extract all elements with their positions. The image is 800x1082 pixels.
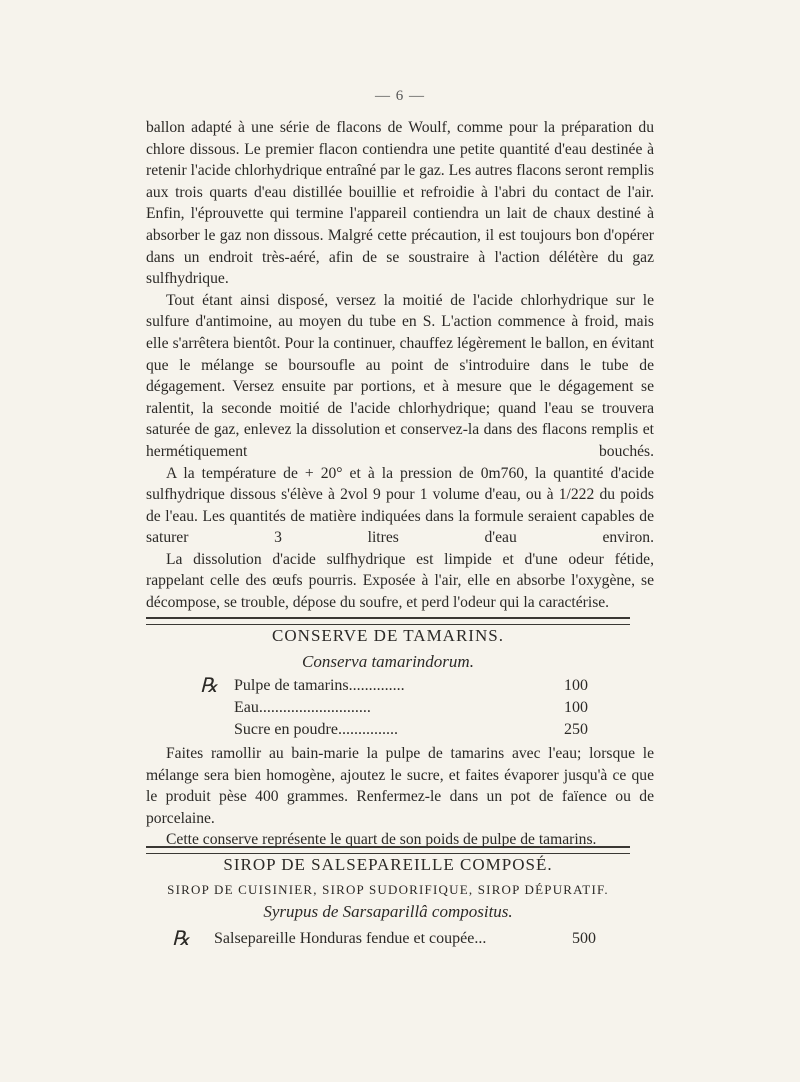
ingredient-name: Pulpe de tamarins.............. bbox=[234, 677, 405, 694]
intro-paragraph-4: La dissolution d'acide sulfhydrique est limpide et d'une odeur fétide, rappelant celle des œufs pourris. Exposée à l'air, elle en absorbe l'oxygène, se décompose, se trouble, dépose du soufre, et perd l'odeur qui la caractérise. bbox=[146, 550, 654, 612]
ingredient-row bbox=[200, 699, 600, 721]
ingredient-quantity: 100 bbox=[564, 699, 588, 716]
tamarins-latin-title: Conserva tamarindorum. bbox=[302, 652, 474, 671]
sirop-title: SIROP DE SALSEPAREILLE COMPOSÉ. bbox=[223, 855, 553, 874]
ingredient-name: Eau............................ bbox=[234, 699, 371, 716]
ingredient-name: Sucre en poudre............... bbox=[234, 721, 398, 738]
ingredient-row bbox=[172, 930, 604, 952]
tamarins-paragraph-1: Faites ramollir au bain-marie la pulpe de tamarins avec l'eau; lorsque le mélange sera bien homogène, ajoutez le sucre, et faites évaporer jusqu'à ce que le produit pèse 400 grammes. Renfermez-le dans un pot de faïence ou de porcelaine. bbox=[146, 745, 654, 827]
recipe-symbol-icon: ℞ bbox=[200, 675, 218, 697]
ingredient-row bbox=[200, 677, 600, 699]
ingredient-quantity: 100 bbox=[564, 677, 588, 694]
section-divider bbox=[146, 846, 630, 854]
sirop-latin-title: Syrupus de Sarsaparillâ compositus. bbox=[263, 902, 513, 921]
ingredient-row bbox=[200, 721, 600, 743]
intro-text bbox=[146, 117, 654, 614]
tamarins-title: CONSERVE DE TAMARINS. bbox=[272, 626, 504, 645]
tamarins-paragraph-2: Cette conserve représente le quart de son poids de pulpe de tamarins. bbox=[166, 831, 597, 849]
page-number: — 6 — bbox=[375, 88, 425, 104]
ingredient-name: Salsepareille Honduras fendue et coupée... bbox=[214, 930, 487, 947]
intro-paragraph-3: A la température de + 20° et à la pression de 0m760, la quantité d'acide sulfhydrique dissous s'élève à 2vol 9 pour 1 volume d'eau, ou à 1/222 du poids de l'eau. Les quantités de matière indiquées dans la formule seraient capables de saturer 3 litres d'eau environ. bbox=[146, 464, 654, 547]
ingredient-quantity: 500 bbox=[572, 930, 596, 947]
recipe-symbol-icon: ℞ bbox=[172, 928, 190, 950]
section-divider bbox=[146, 617, 630, 625]
tamarins-instructions bbox=[146, 743, 654, 851]
intro-paragraph-2: Tout étant ainsi disposé, versez la moitié de l'acide chlorhydrique sur le sulfure d'antimoine, au moyen du tube en S. L'action commence à froid, mais elle s'arrêtera bientôt. Pour la continuer, chauffez légèrement le ballon, en évitant que le mélange se boursoufle au point de s'introduire dans le tube de dégagement. Versez ensuite par portions, et à mesure que le dégagement se ralentit, la seconde moitié de l'acide chlorhydrique; quand l'eau se trouvera saturée de gaz, enlevez la dissolution et conservez-la dans des flacons remplis et hermétiquement bouchés. bbox=[146, 291, 654, 460]
intro-paragraph-1: ballon adapté à une série de flacons de Woulf, comme pour la préparation du chlore dissous. Le premier flacon contiendra une petite quantité d'eau destinée à retenir l'acide chlorhydrique entraîné par le gaz. Les autres flacons seront remplis aux trois quarts d'eau distillée bouillie et refroidie à l'abri du contact de l'air. Enfin, l'éprouvette qui termine l'appareil contiendra un lait de chaux destiné à absorber le gaz non dissous. Malgré cette précaution, il est toujours bon d'opérer dans un endroit très-aéré, afin de se soustraire à l'action délétère du gaz sulfhydrique. bbox=[146, 119, 654, 288]
sirop-subtitle: SIROP DE CUISINIER, SIROP SUDORIFIQUE, SIROP DÉPURATIF. bbox=[167, 882, 609, 897]
ingredient-quantity: 250 bbox=[564, 721, 588, 738]
